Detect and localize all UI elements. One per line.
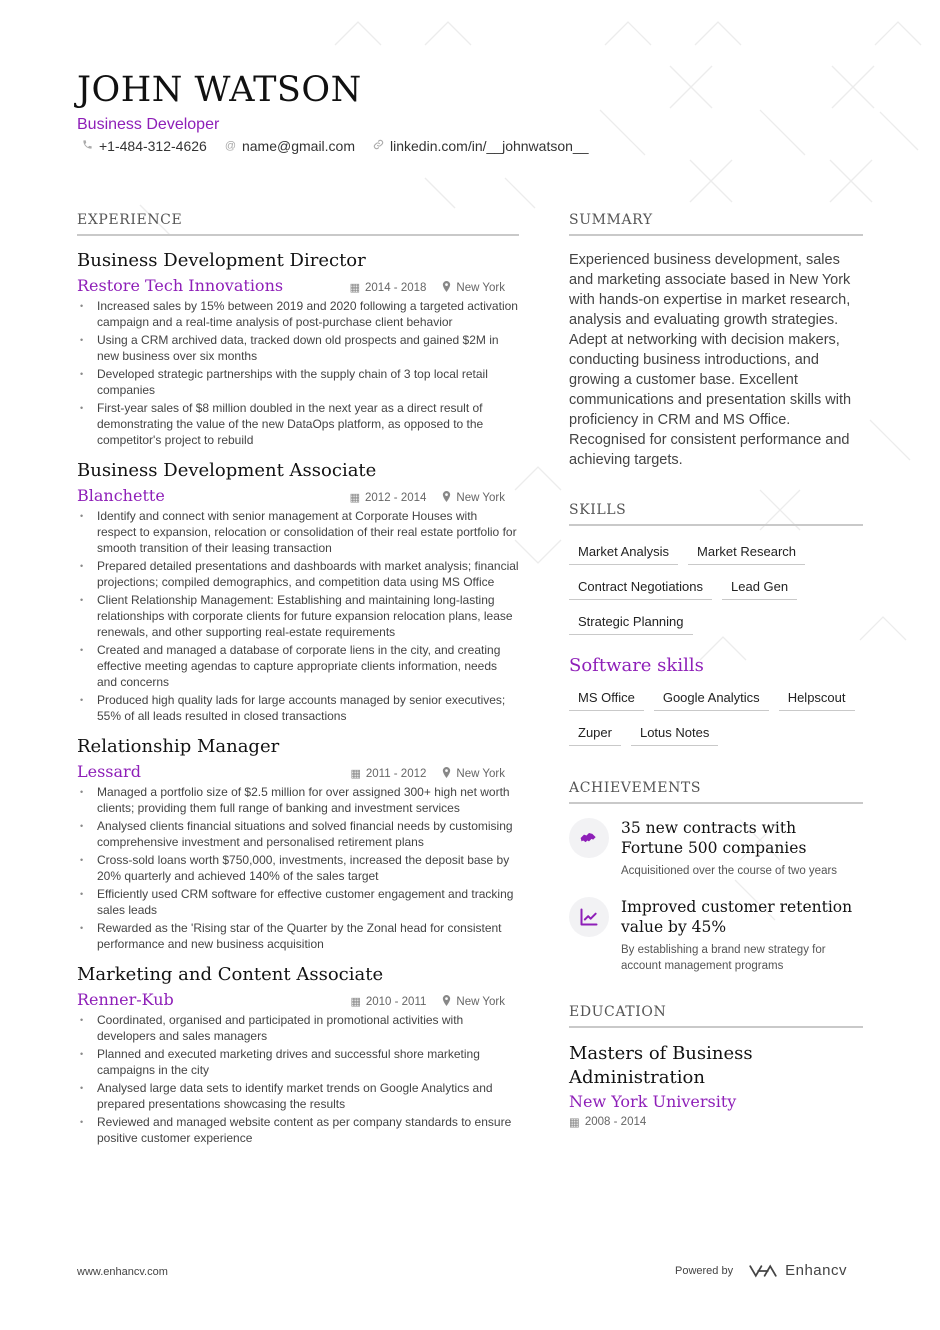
software-skills-list — [569, 686, 863, 746]
phone-text: +1-484-312-4626 — [99, 138, 207, 154]
experience-column — [77, 212, 519, 1158]
bullet-item: • Prepared detailed presentations and dashboards with market analysis; financial projections; compiled demographics, and competition data using MS Office — [77, 558, 519, 590]
calendar-icon: ▦ — [350, 768, 361, 780]
job-dates — [350, 491, 427, 505]
candidate-name: JOHN WATSON — [77, 70, 362, 110]
job-dates-text: 2012 - 2014 — [365, 491, 427, 504]
software-tag: MS Office — [569, 686, 644, 711]
job-meta — [77, 486, 519, 505]
skills-heading: SKILLS — [569, 502, 863, 526]
bullet-item: • First-year sales of $8 million doubled in the next year as a direct result of demonstrating the value of the new DataOps platform, as opposed to the competitor's project to rebuild — [77, 400, 519, 448]
brand-name: Enhancv — [785, 1262, 847, 1279]
bullet-item: • Created and managed a database of corporate liens in the city, and creating effective meeting agendas to capture appropriate clients information, needs and concerns — [77, 642, 519, 690]
job-meta-right — [350, 995, 519, 1009]
software-skills-heading: Software skills — [569, 655, 704, 676]
education-heading: EDUCATION — [569, 1004, 863, 1028]
job-meta — [77, 276, 519, 295]
location-pin-icon — [442, 995, 451, 1009]
job-dates — [350, 995, 426, 1009]
bullet-item: • Reviewed and managed website content as per company standards to ensure positive customer experience — [77, 1114, 519, 1146]
skills-list — [569, 540, 863, 635]
skill-tag: Market Analysis — [569, 540, 678, 565]
bullet-item: • Efficiently used CRM software for effective customer engagement and tracking sales leads — [77, 886, 519, 918]
footer-website[interactable]: www.enhancv.com — [77, 1266, 168, 1278]
job-title: Business Development Director — [77, 250, 366, 271]
bullet-item: • Planned and executed marketing drives and successful shore marketing campaigns in the city — [77, 1046, 519, 1078]
job-location-text: New York — [456, 767, 505, 780]
job-dates-text: 2010 - 2011 — [365, 995, 427, 1008]
achievement-desc: By establishing a brand new strategy for account management programs — [621, 944, 826, 972]
bullet-item: • Client Relationship Management: Establishing and maintaining long-lasting relationships with corporate clients for future expansion relocation plans, lease renewals, and other supporting real-estate requirements — [77, 592, 519, 640]
job-entry — [77, 250, 519, 448]
job-dates — [350, 767, 426, 781]
job-meta-right — [350, 491, 519, 505]
bullet-item: • Managed a portfolio size of $2.5 million for over assigned 300+ high net worth clients; providing them full range of banking and investment services — [77, 784, 519, 816]
software-tag: Zuper — [569, 721, 621, 746]
job-dates-text: 2011 - 2012 — [365, 767, 427, 780]
phone-icon — [82, 139, 93, 153]
achievement-body — [621, 897, 863, 974]
bullet-item: • Coordinated, organised and participated in promotional activities with developers and sales managers — [77, 1012, 519, 1044]
job-bullets — [77, 784, 519, 952]
phone-contact[interactable] — [82, 138, 207, 154]
job-location-text: New York — [456, 281, 505, 294]
job-location — [442, 491, 505, 505]
bullet-item: • Analysed clients financial situations and solved financial needs by customising comprehensive investment and personalised retirement plans — [77, 818, 519, 850]
job-bullets — [77, 508, 519, 724]
achievement-body — [621, 818, 863, 879]
education-dates-text: 2008 - 2014 — [584, 1116, 647, 1128]
achievement-title: 35 new contracts with Fortune 500 companies — [621, 819, 807, 857]
summary-heading: SUMMARY — [569, 212, 863, 236]
trending-up-icon — [569, 897, 609, 937]
job-entry — [77, 736, 519, 952]
job-title: Relationship Manager — [77, 736, 280, 757]
software-tag: Helpscout — [779, 686, 855, 711]
bullet-item: • Rewarded as the 'Rising star of the Quarter by the Zonal head for consistent performance and new business acquisition — [77, 920, 519, 952]
achievement-item — [569, 897, 863, 974]
company-name: Renner-Kub — [77, 990, 174, 1009]
calendar-icon: ▦ — [569, 1117, 580, 1129]
job-bullets — [77, 298, 519, 448]
calendar-icon: ▦ — [349, 492, 361, 504]
linkedin-contact[interactable] — [373, 138, 588, 154]
job-title: Marketing and Content Associate — [77, 964, 384, 985]
job-dates — [350, 281, 427, 295]
company-name: Restore Tech Innovations — [77, 276, 284, 295]
linkedin-text: linkedin.com/in/__johnwatson__ — [390, 138, 589, 154]
email-text: name@gmail.com — [241, 138, 356, 154]
location-pin-icon — [442, 281, 451, 295]
summary-text: Experienced business development, sales and marketing associate based in New York with hands-on expertise in market research, analysis and evaluating growth strategies. Adept at networking with decision makers, conducting business introductions, and growing a customer base. Excellent communications and presentation skills with proficiency in CRM and MS Office. Recognised for consistent performance and achieving targets. — [569, 252, 852, 468]
job-location — [442, 995, 505, 1009]
bullet-item: • Identify and connect with senior management at Corporate Houses with respect to expansion, relocation or consolidation of their real estate portfolio for smooth transition of their leasing transaction — [77, 508, 519, 556]
bullet-item: • Produced high quality lads for large accounts managed by senior executives; 55% of all leads resulted in closed transactions — [77, 692, 519, 724]
job-location-text: New York — [456, 995, 505, 1008]
bullet-item: • Using a CRM archived data, tracked down old prospects and gained $2M in new business over six months — [77, 332, 519, 364]
location-pin-icon — [442, 767, 451, 781]
achievement-desc: Acquisitioned over the course of two years — [621, 865, 838, 877]
software-tag: Lotus Notes — [631, 721, 718, 746]
achievements-heading: ACHIEVEMENTS — [569, 780, 863, 804]
company-name: Lessard — [77, 762, 141, 781]
job-meta-right — [350, 281, 519, 295]
sidebar-column — [569, 212, 863, 1129]
achievement-title: Improved customer retention value by 45% — [621, 898, 853, 936]
handshake-icon — [569, 818, 609, 858]
job-entry — [77, 964, 519, 1146]
skill-tag: Contract Negotiations — [569, 575, 712, 600]
enhancv-logo[interactable] — [747, 1262, 847, 1279]
calendar-icon: ▦ — [349, 282, 361, 294]
calendar-icon: ▦ — [350, 996, 361, 1008]
achievement-item — [569, 818, 863, 879]
candidate-title: Business Developer — [77, 116, 220, 133]
at-icon: @ — [224, 140, 236, 152]
job-location — [442, 767, 505, 781]
education-school: New York University — [569, 1092, 737, 1111]
software-tag: Google Analytics — [654, 686, 769, 711]
job-meta-right — [350, 767, 519, 781]
skill-tag: Lead Gen — [722, 575, 797, 600]
footer-branding — [675, 1262, 847, 1279]
skill-tag: Strategic Planning — [569, 610, 693, 635]
company-name: Blanchette — [77, 486, 165, 505]
job-location — [442, 281, 505, 295]
bullet-item: • Cross-sold loans worth $750,000, investments, increased the deposit base by 20% quarterly and achieved 140% of the sales target — [77, 852, 519, 884]
job-location-text: New York — [456, 491, 505, 504]
bullet-item: • Analysed large data sets to identify market trends on Google Analytics and prepared presentations showcasing the results — [77, 1080, 519, 1112]
job-meta — [77, 762, 519, 781]
location-pin-icon — [442, 491, 451, 505]
job-entry — [77, 460, 519, 724]
education-degree: Masters of Business Administration — [569, 1043, 753, 1088]
job-bullets — [77, 1012, 519, 1146]
powered-by-label: Powered by — [675, 1264, 734, 1277]
skill-tag: Market Research — [688, 540, 805, 565]
contact-bar — [82, 138, 588, 154]
job-meta — [77, 990, 519, 1009]
job-title: Business Development Associate — [77, 460, 377, 481]
education-dates — [569, 1115, 863, 1129]
bullet-item: • Increased sales by 15% between 2019 and 2020 following a targeted activation campaign and a real-time analysis of post-purchase client behavior — [77, 298, 519, 330]
bullet-item: • Developed strategic partnerships with the supply chain of 3 top local retail companies — [77, 366, 519, 398]
email-contact[interactable] — [225, 138, 355, 154]
experience-heading: EXPERIENCE — [77, 212, 519, 236]
job-dates-text: 2014 - 2018 — [365, 281, 427, 294]
link-icon — [373, 139, 384, 153]
